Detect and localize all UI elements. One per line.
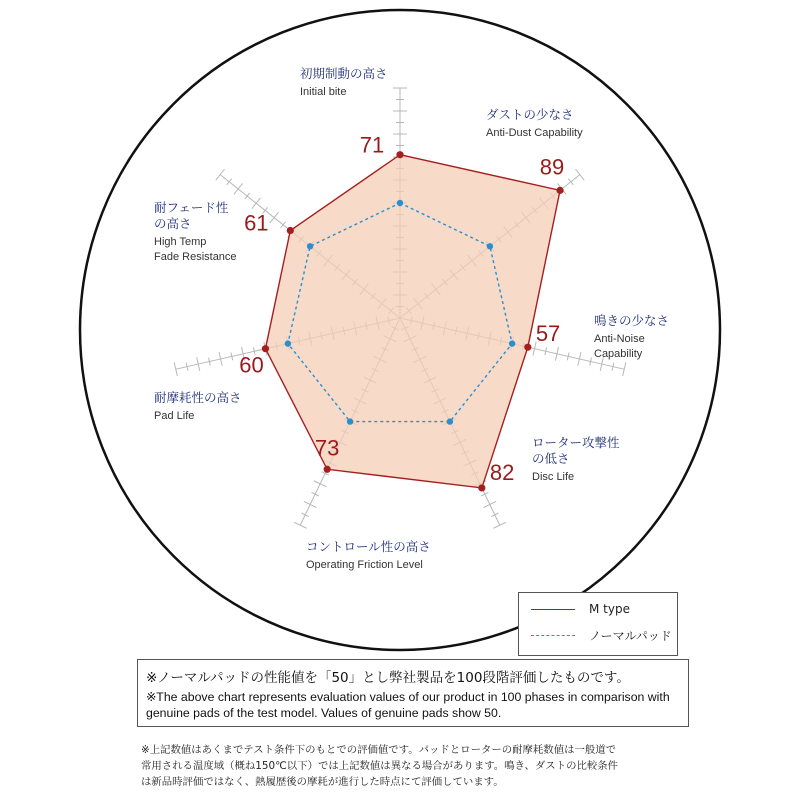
axis-label-jp: 鳴きの少なさ (594, 313, 670, 328)
axis-label-en: Capability (594, 348, 643, 360)
axis-label-jp: 耐フェード性 (154, 200, 229, 215)
series-mtype-point-6 (287, 227, 294, 234)
axis-label-jp: 耐摩耗性の高さ (154, 390, 242, 405)
value-label-3: 82 (489, 459, 515, 485)
value-label-1: 89 (539, 154, 565, 180)
axis-label-en: Disc Life (532, 471, 575, 483)
series-mtype-point-5 (262, 345, 269, 352)
legend-label-normal: ノーマルパッド (589, 628, 672, 643)
evaluation-note-jp: ※ノーマルパッドの性能値を「50」とし弊社製品を100段階評価したものです。 (146, 670, 630, 686)
series-normal-point-1 (487, 243, 493, 249)
legend-swatch-normal (531, 635, 575, 636)
series-normal-point-3 (447, 418, 453, 424)
series-normal-point-6 (307, 243, 313, 249)
value-label-6: 61 (244, 210, 269, 236)
value-label-2: 57 (535, 321, 561, 347)
evaluation-note-box (137, 659, 689, 727)
axis-label-jp: ダストの少なさ (486, 107, 574, 122)
axis-label-en: Anti-Noise (594, 333, 645, 345)
series-mtype-point-1 (556, 187, 563, 194)
value-label-4: 73 (314, 435, 340, 461)
series-normal-point-2 (509, 340, 515, 346)
axis-label-jp: ローター攻撃性 (532, 435, 620, 450)
axis-label-en: High Temp (154, 236, 207, 248)
axis-label-en: Initial bite (300, 86, 347, 98)
legend-item-mtype (531, 601, 630, 617)
series-normal-point-5 (285, 340, 291, 346)
series-mtype-point-3 (478, 484, 485, 491)
series-normal-point-0 (397, 200, 403, 206)
axis-label-en: Fade Resistance (154, 251, 237, 263)
footnote-line-2: 常用される温度域（概ね150℃以下）では上記数値は異なる場合があります。鳴き、ダストの比較条件 (141, 760, 619, 772)
footnote (141, 742, 686, 790)
axis-label-jp: の高さ (154, 216, 192, 231)
axis-label-jp: 初期制動の高さ (300, 66, 388, 81)
legend-item-normal (531, 627, 672, 643)
axis-label-jp: コントロール性の高さ (306, 539, 431, 554)
axis-label-en: Operating Friction Level (306, 559, 423, 571)
series-mtype-point-0 (396, 151, 403, 158)
evaluation-note-en: ※The above chart represents evaluation values of our product in 100 phases in comparison with genuine pads of the test model. Values of genuine pads show 50. (146, 690, 670, 720)
footnote-line-3: は新品時評価ではなく、熱履歴後の摩耗が進行した時点にて評価しています。 (141, 776, 504, 788)
value-label-0: 71 (359, 132, 385, 158)
footnote-line-1: ※上記数値はあくまでテスト条件下のもとでの評価値です。パッドとローターの耐摩耗数値は一般道で (141, 744, 617, 756)
legend-label-mtype: M type (589, 602, 630, 616)
legend (518, 592, 678, 656)
legend-swatch-mtype (531, 609, 575, 610)
series-normal-point-4 (347, 418, 353, 424)
value-label-5: 60 (239, 352, 264, 378)
series-mtype-point-2 (524, 344, 531, 351)
series-mtype-point-4 (324, 466, 331, 473)
axis-label-en: Anti-Dust Capability (486, 127, 583, 139)
axis-label-jp: の低さ (532, 451, 570, 466)
axis-label-en: Pad Life (154, 410, 195, 422)
